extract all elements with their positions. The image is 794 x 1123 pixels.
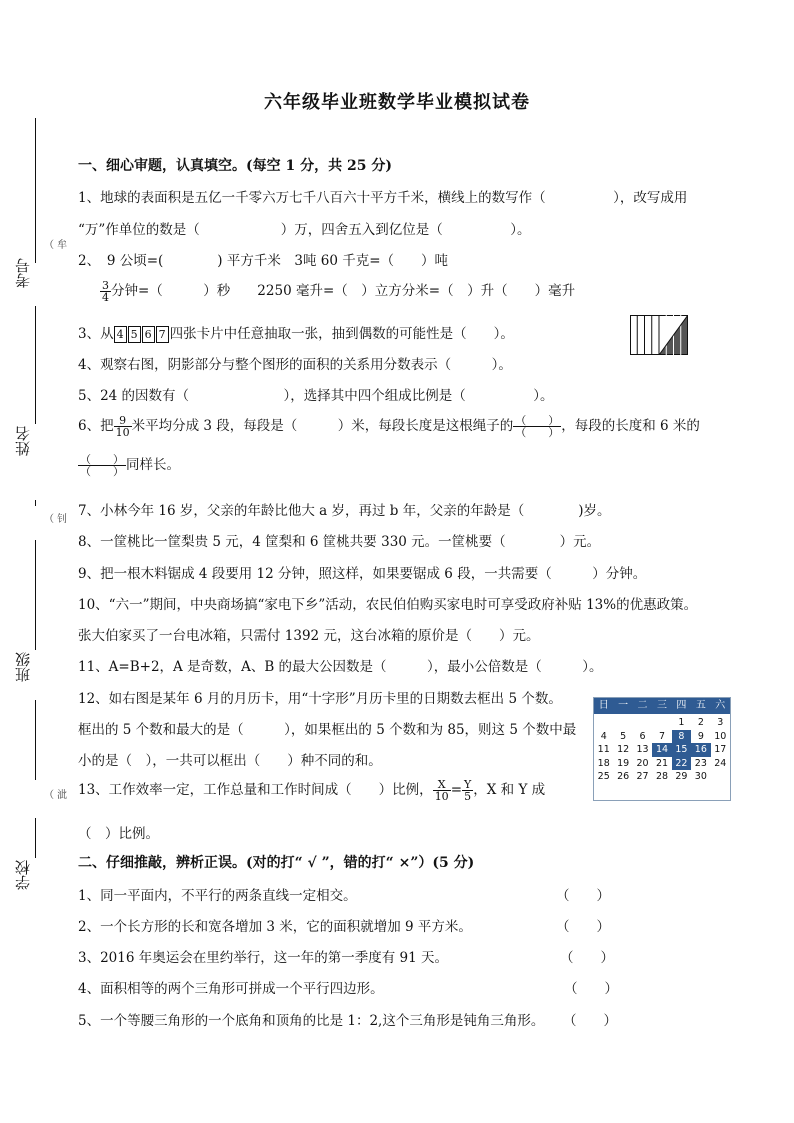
answer-bracket[interactable]: （ ） <box>560 950 614 966</box>
calendar-day: 22 <box>672 757 691 771</box>
calendar-day: 28 <box>655 771 669 782</box>
number-card: 4 <box>114 326 127 343</box>
label-kaohao: 考号 <box>14 258 32 288</box>
fraction: $\frac{9}{10}$ <box>115 414 130 439</box>
question-6b: $\frac{( )}{( )}$ 同样长。 <box>80 453 180 478</box>
calendar-weekday-header <box>594 698 730 714</box>
label-xingming: 姓名 <box>14 426 32 456</box>
question-10b: 张大伯家买了一台电冰箱，只需付 1392 元，这台冰箱的原价是（ ）元。 <box>78 628 540 644</box>
number-card: 6 <box>142 326 155 343</box>
binding-line <box>35 500 36 506</box>
calendar-day: 26 <box>617 771 630 782</box>
calendar-day-grid <box>594 714 730 797</box>
calendar-day: 24 <box>714 757 727 769</box>
calendar-day <box>613 784 632 798</box>
question-2a: 2、 9 公顷=( ) 平方千米 3吨 60 千克=（ ）吨 <box>78 253 449 269</box>
shaded-rectangle-figure <box>630 315 688 355</box>
calendar-weekday: 六 <box>715 700 726 711</box>
calendar-day: 15 <box>672 743 691 757</box>
calendar-day: 29 <box>675 771 688 782</box>
calendar-day: 8 <box>672 730 691 744</box>
calendar-day: 14 <box>652 743 671 757</box>
margin-mark: （ 牟 <box>44 240 68 251</box>
calendar-day <box>633 784 652 798</box>
question-11: 11、A=B+2，A 是奇数，A、B 的最大公因数是（ ），最小公倍数是（ ）。 <box>78 659 603 675</box>
number-card: 5 <box>128 326 141 343</box>
calendar-day: 11 <box>597 744 610 755</box>
calendar-day: 30 <box>694 771 707 782</box>
question-13: 13、工作效率一定，工作总量和工作时间成（ ）比例， $\frac{X}{10}$ = $\frac{Y}{5}$ ，X 和 Y 成 <box>78 778 546 803</box>
label-xuexiao: 学校 <box>14 860 32 890</box>
calendar-day <box>652 716 671 730</box>
judge-item-5: 5、一个等腰三角形的一个底角和顶角的比是 1：2,这个三角形是钝角三角形。 <box>78 1013 545 1029</box>
question-2b: $\frac{3}{4}$ 分钟=（ ）秒 2250 毫升=（ ）立方分米=（ ）升（ ）毫升 <box>102 279 576 304</box>
binding-line <box>35 118 36 263</box>
margin-mark: （ 钊 <box>44 514 68 525</box>
section1-heading: 一、细心审题，认真填空。(每空 1 分，共 25 分) <box>78 158 392 174</box>
question-4: 4、观察右图，阴影部分与整个图形的面积的关系用分数表示（ ）。 <box>78 357 512 373</box>
calendar-weekday: 四 <box>676 700 687 711</box>
question-9: 9、把一根木料锯成 4 段要用 12 分钟，照这样，如果要锯成 6 段，一共需要（ ）分钟。 <box>78 566 647 582</box>
question-13b: （ ）比例。 <box>78 826 159 842</box>
question-1b: “万”作单位的数是（ ）万，四舍五入到亿位是（ ）。 <box>78 222 531 238</box>
section2-heading: 二、仔细推敲，辨析正误。(对的打“ √ ”，错的打“ ×”）(5 分) <box>78 855 475 871</box>
number-card: 7 <box>156 326 169 343</box>
fraction-blank: $\frac{( )}{( )}$ <box>515 414 560 439</box>
calendar-day: 20 <box>636 757 649 769</box>
judge-item-4: 4、面积相等的两个三角形可拼成一个平行四边形。 <box>78 981 384 997</box>
calendar-day: 2 <box>697 717 704 728</box>
calendar-day: 16 <box>691 743 710 757</box>
question-12b: 框出的 5 个数和最大的是（ ），如果框出的 5 个数和为 85，则这 5 个数中最 <box>78 722 577 738</box>
question-5: 5、24 的因数有（ ），选择其中四个组成比例是（ ）。 <box>78 388 554 404</box>
fraction-blank: $\frac{( )}{( )}$ <box>80 453 124 478</box>
calendar-day <box>711 770 730 784</box>
question-3: 3、从 4 5 6 7 四张卡片中任意抽取一张，抽到偶数的可能性是（ ）。 <box>78 326 514 342</box>
calendar-day: 7 <box>658 730 666 742</box>
fraction: $\frac{X}{10}$ <box>434 778 449 803</box>
binding-line <box>35 818 36 858</box>
calendar-day: 12 <box>617 744 630 755</box>
answer-bracket[interactable]: （ ） <box>556 888 610 904</box>
calendar-weekday: 五 <box>695 700 706 711</box>
question-10a: 10、“六一”期间，中央商场搞“家电下乡”活动，农民伯伯购买家电时可享受政府补贴 13%的优惠政策。 <box>78 597 698 613</box>
calendar-weekday: 日 <box>598 700 609 711</box>
calendar-day <box>633 716 652 730</box>
margin-mark: （ 泚 <box>44 790 68 801</box>
calendar-day <box>652 784 671 798</box>
june-calendar <box>593 697 731 801</box>
calendar-day: 25 <box>597 771 610 782</box>
calendar-weekday: 三 <box>656 700 667 711</box>
answer-bracket[interactable]: （ ） <box>564 981 618 997</box>
fraction: $\frac{3}{4}$ <box>102 279 109 304</box>
calendar-day: 23 <box>694 757 707 769</box>
calendar-day: 10 <box>714 730 727 742</box>
question-12c: 小的是（ ），一共可以框出（ ）种不同的和。 <box>78 753 382 769</box>
calendar-day: 1 <box>678 717 685 728</box>
answer-bracket[interactable]: （ ） <box>563 1013 617 1029</box>
question-1a: 1、地球的表面积是五亿一千零六万七千八百六十平方千米，横线上的数写作（ ），改写成用 <box>78 190 688 206</box>
calendar-day: 9 <box>697 730 704 742</box>
calendar-day: 6 <box>639 730 646 742</box>
calendar-day: 13 <box>636 744 649 755</box>
calendar-day <box>613 716 632 730</box>
page-title: 六年级毕业班数学毕业模拟试卷 <box>264 92 530 113</box>
calendar-day: 19 <box>617 757 630 769</box>
calendar-day <box>594 784 613 798</box>
judge-item-2: 2、一个长方形的长和宽各增加 3 米，它的面积就增加 9 平方米。 <box>78 919 472 935</box>
calendar-day: 18 <box>597 757 610 769</box>
calendar-weekday: 一 <box>618 700 629 711</box>
fraction: $\frac{Y}{5}$ <box>464 778 472 803</box>
calendar-day <box>594 716 613 730</box>
question-12a: 12、如右图是某年 6 月的月历卡，用“十字形”月历卡里的日期数去框出 5 个数。 <box>78 691 562 707</box>
calendar-day: 4 <box>600 730 607 742</box>
calendar-day: 17 <box>714 744 727 755</box>
calendar-day: 21 <box>655 757 669 769</box>
question-8: 8、一筐桃比一筐梨贵 5 元，4 筐梨和 6 筐桃共要 330 元。一筐桃要（ ）元。 <box>78 534 601 550</box>
calendar-day: 27 <box>636 771 649 782</box>
calendar-day: 5 <box>620 730 627 742</box>
answer-bracket[interactable]: （ ） <box>556 919 610 935</box>
calendar-weekday: 二 <box>637 700 648 711</box>
judge-item-3: 3、2016 年奥运会在里约举行，这一年的第一季度有 91 天。 <box>78 950 448 966</box>
binding-line <box>35 540 36 650</box>
judge-item-1: 1、同一平面内，不平行的两条直线一定相交。 <box>78 888 357 904</box>
calendar-day: 3 <box>717 717 724 728</box>
label-banji: 班级 <box>14 652 32 682</box>
question-6: 6、把 $\frac{9}{10}$ 米平均分成 3 段，每段是（ ）米，每段长度是这根绳子的 $\frac{( )}{( )}$ ，每段的长度和 6 米的 <box>78 414 700 439</box>
binding-line <box>35 700 36 780</box>
question-7: 7、小林今年 16 岁，父亲的年龄比他大 a 岁，再过 b 年，父亲的年龄是（ )岁。 <box>78 503 611 519</box>
binding-line <box>35 306 36 424</box>
